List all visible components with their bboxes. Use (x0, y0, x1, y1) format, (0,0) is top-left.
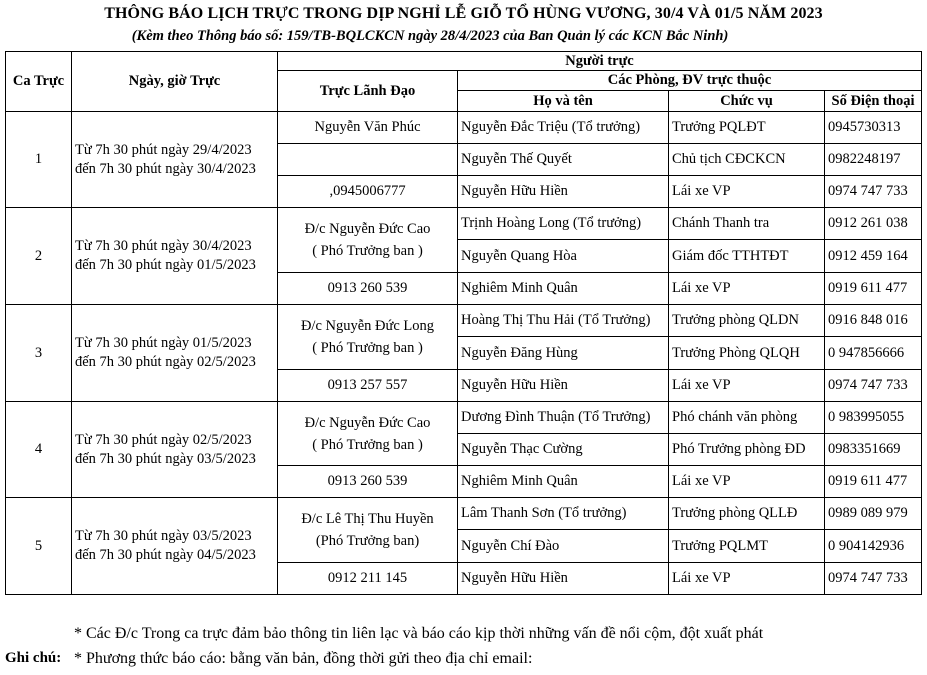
shift-number: 5 (6, 498, 72, 595)
staff-phone: 0912 459 164 (825, 240, 922, 273)
staff-position: Trưởng PQLMT (669, 530, 825, 563)
staff-position: Phó chánh văn phòng (669, 402, 825, 434)
staff-name: Trịnh Hoàng Long (Tổ trưởng) (458, 208, 669, 240)
shift-to: đến 7h 30 phút ngày 30/4/2023 (75, 160, 256, 177)
shift-number: 3 (6, 305, 72, 402)
staff-name: Nguyễn Thế Quyết (458, 144, 669, 176)
table-row (6, 498, 922, 530)
shift-to: đến 7h 30 phút ngày 04/5/2023 (75, 547, 256, 563)
leader-phone: 0912 211 145 (278, 563, 458, 595)
table-row (6, 112, 922, 144)
staff-name: Nghiêm Minh Quân (458, 466, 669, 498)
shift-datetime (72, 402, 278, 498)
shift-from: Từ 7h 30 phút ngày 03/5/2023 (75, 528, 252, 544)
leader-cell (278, 498, 458, 563)
staff-position: Chủ tịch CĐCKCN (669, 144, 825, 176)
staff-name: Nguyễn Đắc Triệu (Tổ trưởng) (458, 112, 669, 144)
header-datetime: Ngày, giờ Trực (72, 52, 278, 112)
staff-position: Trưởng phòng QLLĐ (669, 498, 825, 530)
shift-from: Từ 7h 30 phút ngày 02/5/2023 (75, 431, 252, 448)
staff-position: Trưởng Phòng QLQH (669, 337, 825, 370)
leader-name: Đ/c Lê Thị Thu Huyền (301, 511, 434, 527)
staff-phone: 0912 261 038 (825, 208, 922, 240)
leader-cell (278, 305, 458, 370)
leader-role: (Phó Trưởng ban) (315, 533, 420, 549)
staff-phone: 0989 089 979 (825, 498, 922, 530)
shift-from: Từ 7h 30 phút ngày 01/5/2023 (75, 335, 252, 351)
staff-position: Trưởng phòng QLDN (669, 305, 825, 337)
shift-from: Từ 7h 30 phút ngày 30/4/2023 (75, 238, 252, 254)
leader-name: Đ/c Nguyễn Đức Cao (304, 221, 431, 237)
staff-phone: 0974 747 733 (825, 370, 922, 402)
staff-position: Lái xe VP (669, 466, 825, 498)
leader-role: ( Phó Trưởng ban ) (312, 243, 423, 259)
table-row (6, 402, 922, 434)
staff-name: Nguyễn Quang Hòa (458, 240, 669, 273)
table-row (6, 208, 922, 240)
leader-phone: 0913 260 539 (278, 273, 458, 305)
staff-name: Lâm Thanh Sơn (Tổ trưởng) (458, 498, 669, 530)
leader-phone: ,0945006777 (278, 176, 458, 208)
document-title: THÔNG BÁO LỊCH TRỰC TRONG DỊP NGHỈ LỄ GIỖ TỔ HÙNG VƯƠNG, 30/4 VÀ 01/5 NĂM 2023 (104, 5, 823, 22)
staff-position: Giám đốc TTHTĐT (669, 240, 825, 273)
leader-role: ( Phó Trưởng ban ) (312, 436, 423, 453)
staff-phone: 0983351669 (825, 434, 922, 466)
shift-datetime (72, 112, 278, 208)
header-phone: Số Điện thoại (825, 91, 922, 112)
leader-cell (278, 208, 458, 273)
staff-name: Dương Đình Thuận (Tổ Trưởng) (458, 402, 669, 434)
leader-role: ( Phó Trưởng ban ) (312, 340, 423, 356)
staff-name: Nghiêm Minh Quân (458, 273, 669, 305)
table-row (6, 305, 922, 337)
note-line-2: * Phương thức báo cáo: bằng văn bản, đồng thời gửi theo địa chỉ email: (74, 650, 533, 667)
staff-position: Lái xe VP (669, 273, 825, 305)
staff-name: Nguyễn Hữu Hiền (458, 563, 669, 595)
header-on-duty: Người trực (278, 52, 922, 71)
header-leader: Trực Lãnh Đạo (278, 71, 458, 112)
staff-phone: 0916 848 016 (825, 305, 922, 337)
shift-number: 1 (6, 112, 72, 208)
leader-name: Nguyễn Văn Phúc (278, 112, 458, 144)
staff-position: Lái xe VP (669, 370, 825, 402)
shift-number: 2 (6, 208, 72, 305)
staff-position: Chánh Thanh tra (669, 208, 825, 240)
staff-phone: 0982248197 (825, 144, 922, 176)
staff-phone: 0 947856666 (825, 337, 922, 370)
staff-name: Hoàng Thị Thu Hải (Tổ Trưởng) (458, 305, 669, 337)
staff-position: Lái xe VP (669, 176, 825, 208)
staff-name: Nguyễn Hữu Hiền (458, 370, 669, 402)
staff-phone: 0 904142936 (825, 530, 922, 563)
staff-name: Nguyễn Thạc Cường (458, 434, 669, 466)
staff-position: Trưởng PQLĐT (669, 112, 825, 144)
leader-name: Đ/c Nguyễn Đức Long (300, 318, 435, 334)
shift-number: 4 (6, 402, 72, 498)
shift-to: đến 7h 30 phút ngày 01/5/2023 (75, 257, 256, 273)
shift-datetime (72, 305, 278, 402)
leader-name: Đ/c Nguyễn Đức Cao (304, 414, 431, 431)
shift-to: đến 7h 30 phút ngày 02/5/2023 (75, 354, 256, 370)
staff-name: Nguyễn Chí Đào (458, 530, 669, 563)
shift-to: đến 7h 30 phút ngày 03/5/2023 (75, 450, 256, 467)
shift-from: Từ 7h 30 phút ngày 29/4/2023 (75, 141, 252, 158)
shift-datetime (72, 498, 278, 595)
staff-phone: 0945730313 (825, 112, 922, 144)
header-departments: Các Phòng, ĐV trực thuộc (458, 71, 922, 91)
staff-position: Phó Trưởng phòng ĐD (669, 434, 825, 466)
duty-schedule-table (5, 51, 922, 595)
staff-name: Nguyễn Hữu Hiền (458, 176, 669, 208)
leader-phone: 0913 260 539 (278, 466, 458, 498)
shift-datetime (72, 208, 278, 305)
note-label: Ghi chú: (5, 650, 62, 666)
staff-phone: 0 983995055 (825, 402, 922, 434)
header-position: Chức vụ (669, 91, 825, 112)
staff-phone: 0919 611 477 (825, 466, 922, 498)
staff-name: Nguyễn Đăng Hùng (458, 337, 669, 370)
document-subtitle: (Kèm theo Thông báo số: 159/TB-BQLCKCN ngày 28/4/2023 của Ban Quản lý các KCN Bắc Ninh) (131, 28, 729, 44)
staff-phone: 0974 747 733 (825, 176, 922, 208)
leader-phone: 0913 257 557 (278, 370, 458, 402)
staff-phone: 0919 611 477 (825, 273, 922, 305)
staff-phone: 0974 747 733 (825, 563, 922, 595)
staff-position: Lái xe VP (669, 563, 825, 595)
leader-role (278, 144, 458, 176)
note-line-1: * Các Đ/c Trong ca trực đảm bảo thông tin liên lạc và báo cáo kịp thời những vấn đề nổi cộm, đột xuất phát (74, 625, 764, 642)
header-shift: Ca Trực (6, 52, 72, 112)
leader-cell (278, 402, 458, 466)
header-name: Họ và tên (458, 91, 669, 112)
